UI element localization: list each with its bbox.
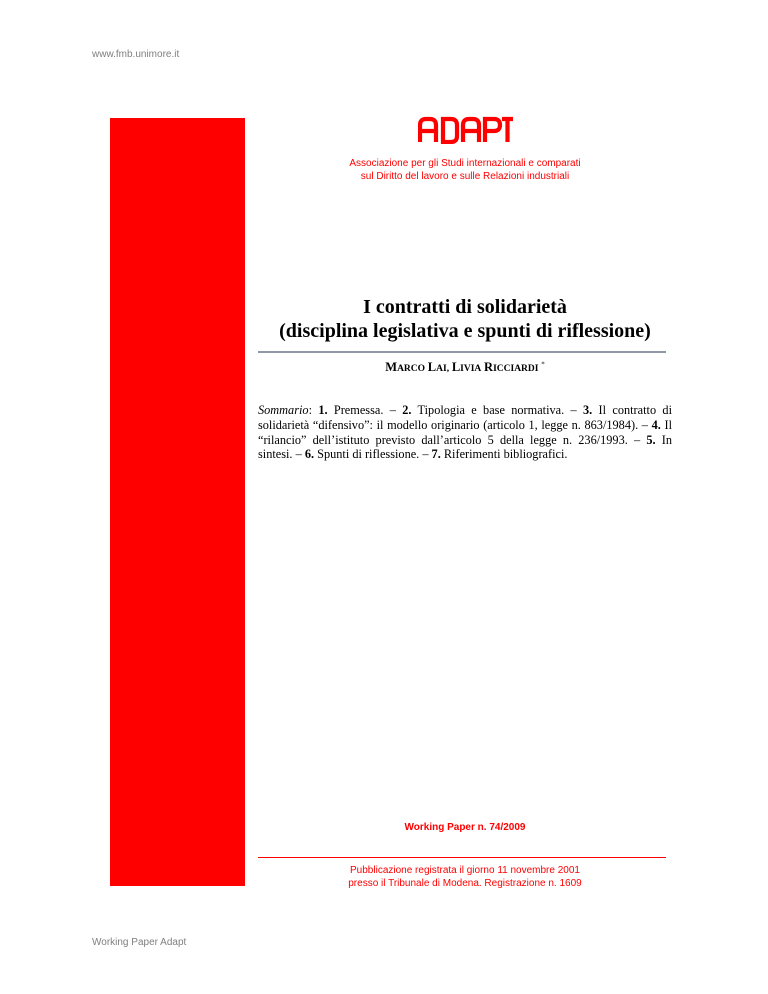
authors: [258, 360, 672, 375]
summary-item-text: Tipologia e base normativa.: [411, 403, 565, 417]
summary-item-number: 7.: [431, 447, 441, 462]
red-cover-band: [110, 118, 245, 886]
registration-line-1: Pubblicazione registrata il giorno 11 novembre 2001: [350, 865, 580, 876]
summary-item-text: Premessa.: [327, 403, 384, 417]
logo-glyph: [443, 119, 457, 142]
summary-item: [432, 447, 568, 461]
summary-item-number: 2.: [402, 403, 412, 417]
logo-glyph: [420, 119, 436, 142]
header-url: www.fmb.unimore.it: [92, 49, 180, 60]
logo-glyph: [463, 119, 479, 142]
summary-item-text: Il “rilancio” dell’istituto previsto dall’articolo 5 della legge n. 236/1993.: [258, 417, 672, 447]
summary-item-text: In sintesi.: [258, 432, 673, 462]
summary-item: [402, 403, 564, 417]
summary-item-number: 3.: [582, 403, 593, 417]
logo-glyph: [502, 119, 513, 142]
authors-names: MARCO LAI, LIVIA RICCIARDI: [385, 360, 539, 374]
title-line-1: I contratti di solidarietà: [363, 296, 567, 318]
registration-line-2: presso il Tribunale di Modena. Registrazione n. 1609: [348, 878, 582, 889]
association-line-1: Associazione per gli Studi internazionali e comparati: [349, 158, 581, 169]
summary-item: [318, 403, 383, 417]
summary-item-text: Riferimenti bibliografici.: [440, 447, 568, 462]
association-name: [330, 157, 600, 183]
working-paper-divider: [258, 857, 666, 858]
working-paper-number: Working Paper n. 74/2009: [404, 822, 526, 833]
summary-item-number: 4.: [651, 417, 661, 432]
footer-label: Working Paper Adapt: [92, 937, 187, 948]
title-line-2: (disciplina legislativa e spunti di riflessione): [279, 320, 651, 342]
association-line-2: sul Diritto del lavoro e sulle Relazioni industriali: [360, 171, 570, 182]
summary-paragraph: Sommario: 1. Premessa. – 2. Tipologia e base normativa. – 3. Il contratto di solidarietà “difensivo”: il modello originario (articolo 1, legge n. 863/1984). – 4. Il “rilancio” dell’istituto previsto dall’articolo 5 della legge n. 236/1993. – 5. In sintesi. – 6. Spunti di riflessione. – 7. Riferimenti bibliografici.: [258, 403, 673, 462]
title-divider: [258, 351, 666, 353]
logo-glyph: [485, 119, 500, 142]
adapt-logo: [418, 116, 514, 144]
paper-title: [258, 295, 672, 343]
summary-item-text: Spunti di riflessione.: [314, 447, 420, 462]
summary-label: Sommario: [258, 403, 309, 417]
author-footnote-mark: *: [541, 360, 545, 369]
summary-item-text: Il contratto di solidarietà “difensivo”: il modello originario (articolo 1, legge n. 863/1984).: [258, 403, 672, 432]
adapt-logo-mark: [418, 116, 514, 144]
registration-note: [330, 864, 600, 890]
summary-item-number: 6.: [304, 447, 315, 462]
summary-item-number: 1.: [318, 403, 328, 417]
summary-item-number: 5.: [646, 432, 656, 447]
summary-item: [305, 447, 419, 461]
